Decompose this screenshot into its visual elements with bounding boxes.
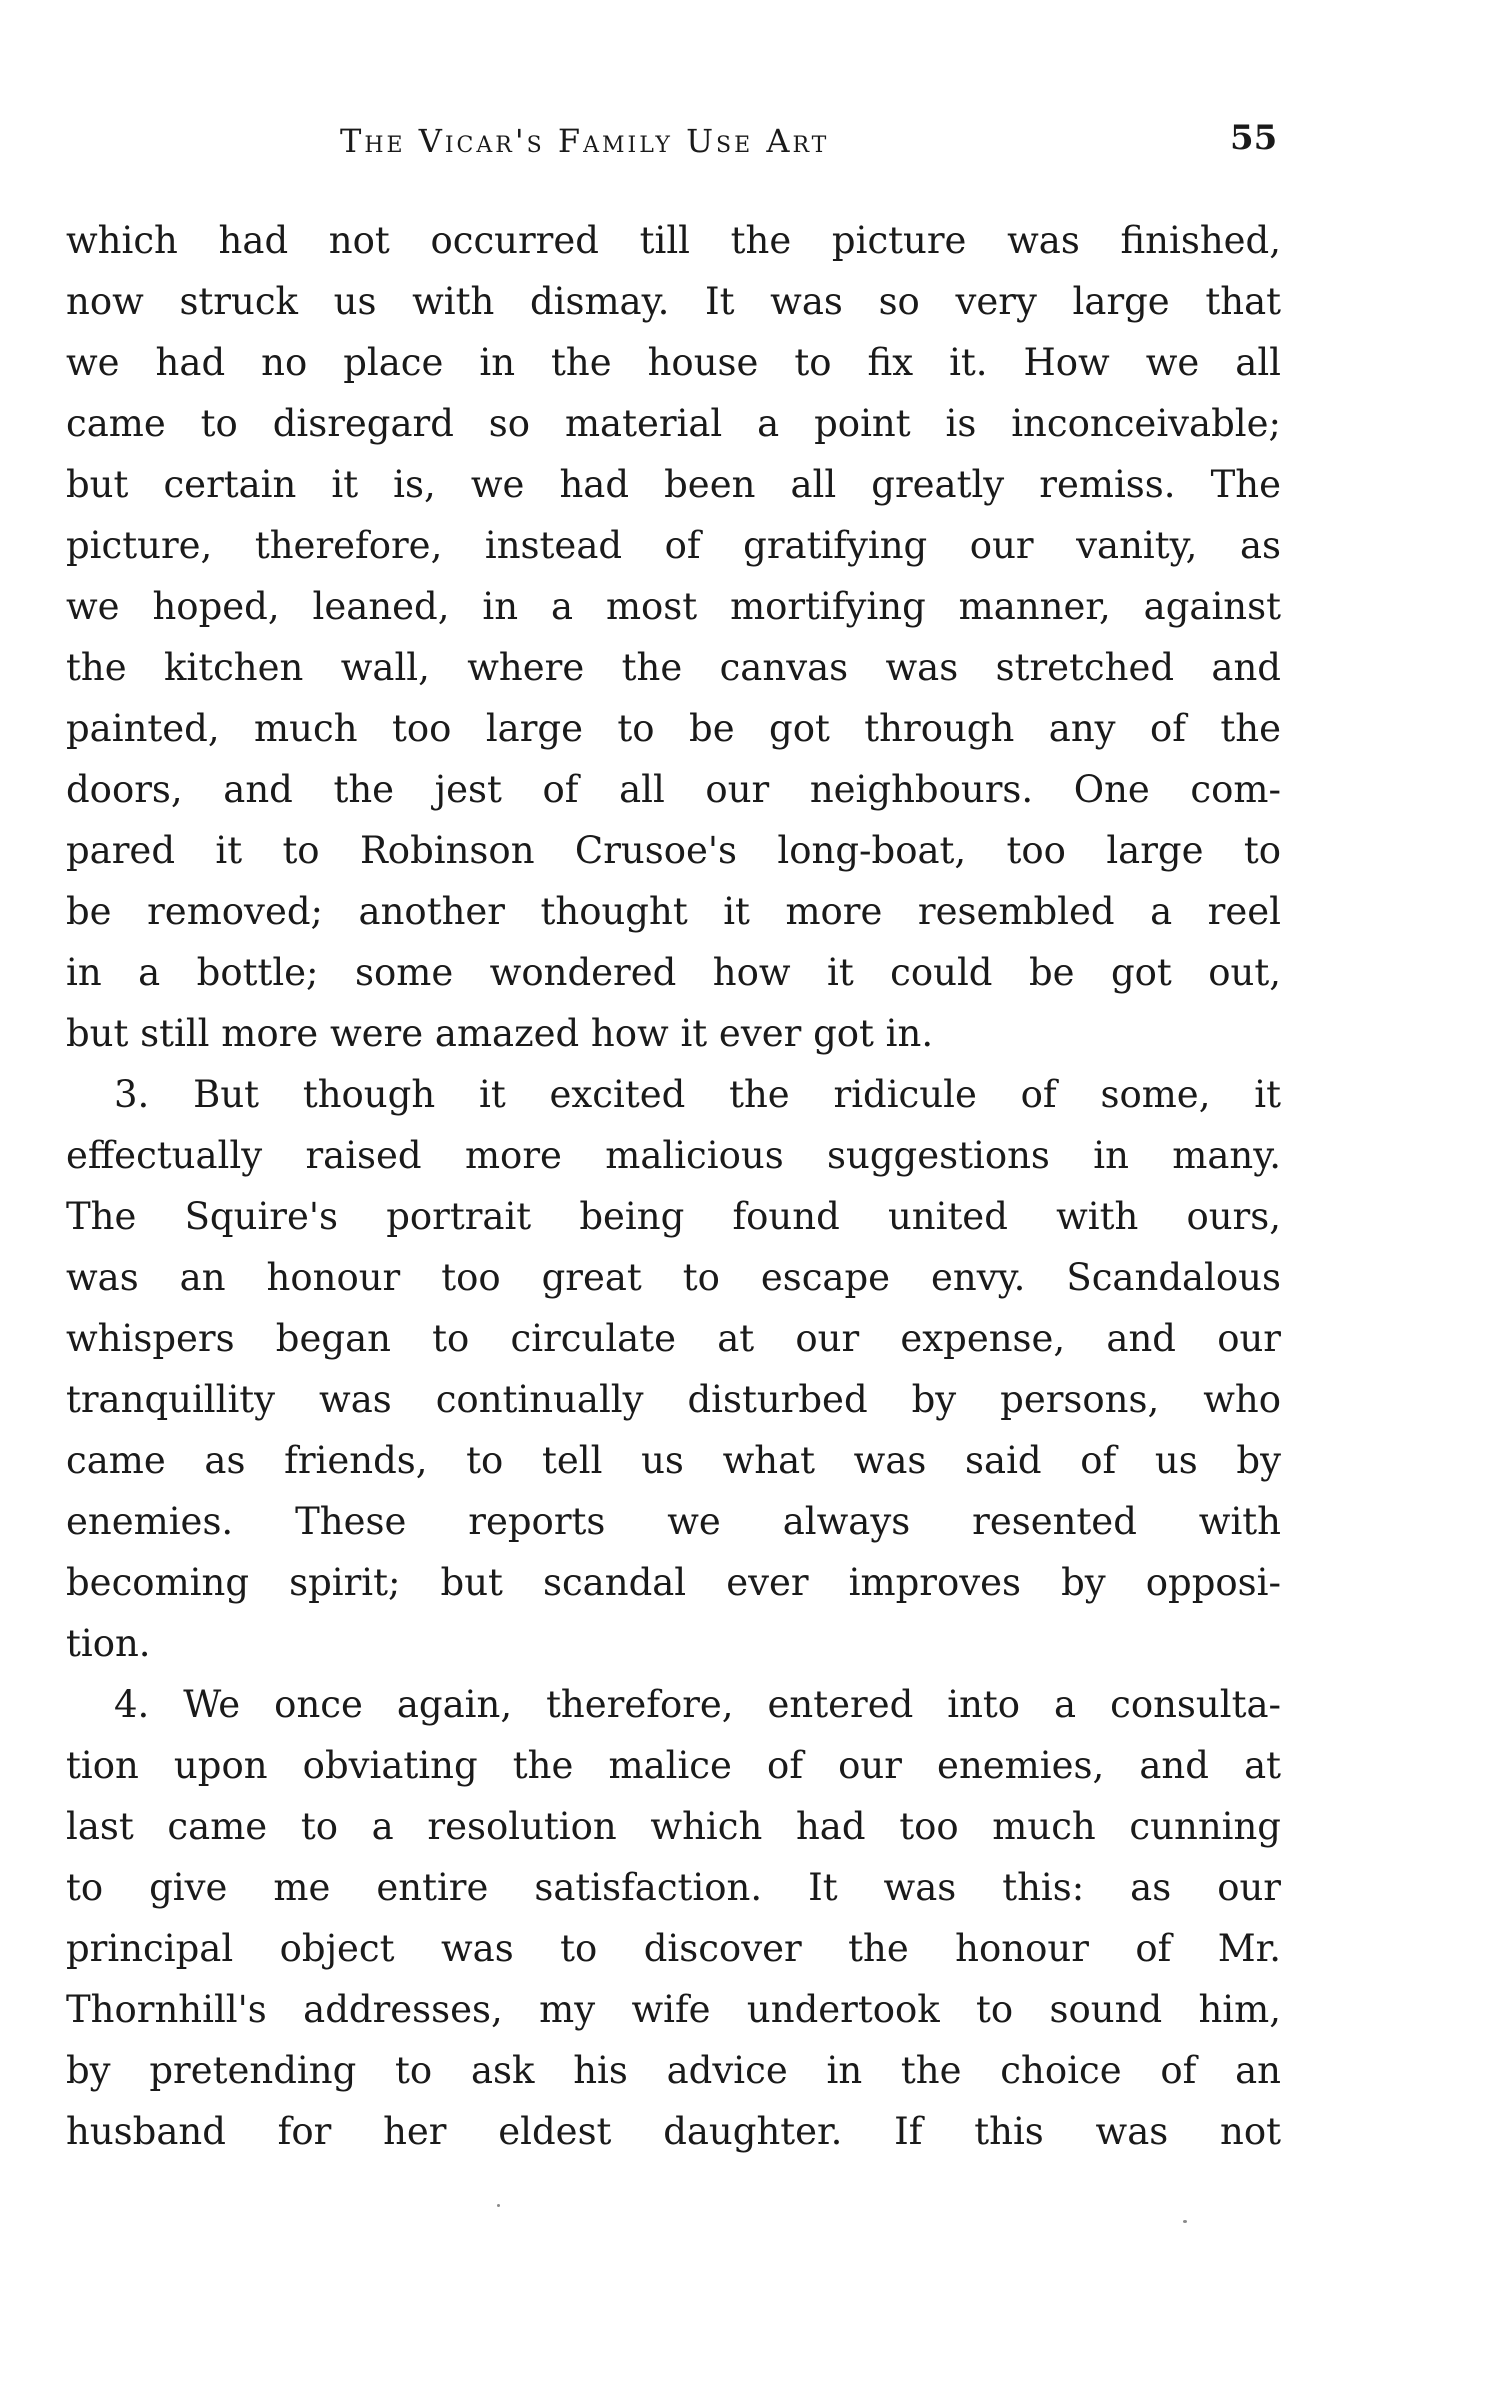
text-line: enemies. These reports we always resented with: [66, 1500, 1281, 1543]
text-line: effectually raised more malicious suggestions in many.: [66, 1134, 1281, 1177]
text-line: but still more were amazed how it ever got in.: [66, 1012, 934, 1055]
scan-speck: [1183, 2220, 1187, 2223]
text-line: by pretending to ask his advice in the choice of an: [66, 2049, 1281, 2092]
text-line: which had not occurred till the picture was finished,: [66, 219, 1281, 262]
text-line: came as friends, to tell us what was said of us by: [66, 1439, 1281, 1482]
text-line: now struck us with dismay. It was so very large that: [66, 280, 1281, 323]
text-line: The Squire's portrait being found united with ours,: [66, 1195, 1281, 1238]
text-line: came to disregard so material a point is inconceivable;: [66, 402, 1281, 445]
text-line: but certain it is, we had been all greatly remiss. The: [66, 463, 1281, 506]
text-line: whispers began to circulate at our expense, and our: [66, 1317, 1281, 1360]
text-line: tion upon obviating the malice of our enemies, and at: [66, 1744, 1281, 1787]
text-line: Thornhill's addresses, my wife undertook to sound him,: [66, 1988, 1281, 2031]
text-line: we had no place in the house to fix it. How we all: [66, 341, 1281, 384]
paragraph-start-line: 3. But though it excited the ridicule of some, it: [114, 1073, 1281, 1116]
page-number: 55: [1230, 118, 1278, 158]
text-line: becoming spirit; but scandal ever improves by opposi-: [66, 1561, 1281, 1604]
body-text: [66, 210, 1281, 2162]
running-title: The Vicar's Family Use Art: [340, 122, 830, 160]
text-line: tion.: [66, 1622, 151, 1665]
paragraph-start-line: 4. We once again, therefore, entered into a consulta-: [114, 1683, 1281, 1726]
text-line: the kitchen wall, where the canvas was stretched and: [66, 646, 1281, 689]
text-line: painted, much too large to be got through any of the: [66, 707, 1281, 750]
text-line: pared it to Robinson Crusoe's long-boat, too large to: [66, 829, 1281, 872]
text-line: husband for her eldest daughter. If this was not: [66, 2110, 1281, 2153]
text-line: last came to a resolution which had too much cunning: [66, 1805, 1281, 1848]
text-line: be removed; another thought it more resembled a reel: [66, 890, 1281, 933]
text-line: in a bottle; some wondered how it could be got out,: [66, 951, 1281, 994]
text-line: tranquillity was continually disturbed by persons, who: [66, 1378, 1281, 1421]
text-line: we hoped, leaned, in a most mortifying manner, against: [66, 585, 1281, 628]
text-line: to give me entire satisfaction. It was this: as our: [66, 1866, 1281, 1909]
text-line: principal object was to discover the honour of Mr.: [66, 1927, 1281, 1970]
text-line: picture, therefore, instead of gratifying our vanity, as: [66, 524, 1281, 567]
text-line: was an honour too great to escape envy. Scandalous: [66, 1256, 1281, 1299]
text-line: doors, and the jest of all our neighbours. One com-: [66, 768, 1281, 811]
scan-speck: [497, 2204, 500, 2207]
